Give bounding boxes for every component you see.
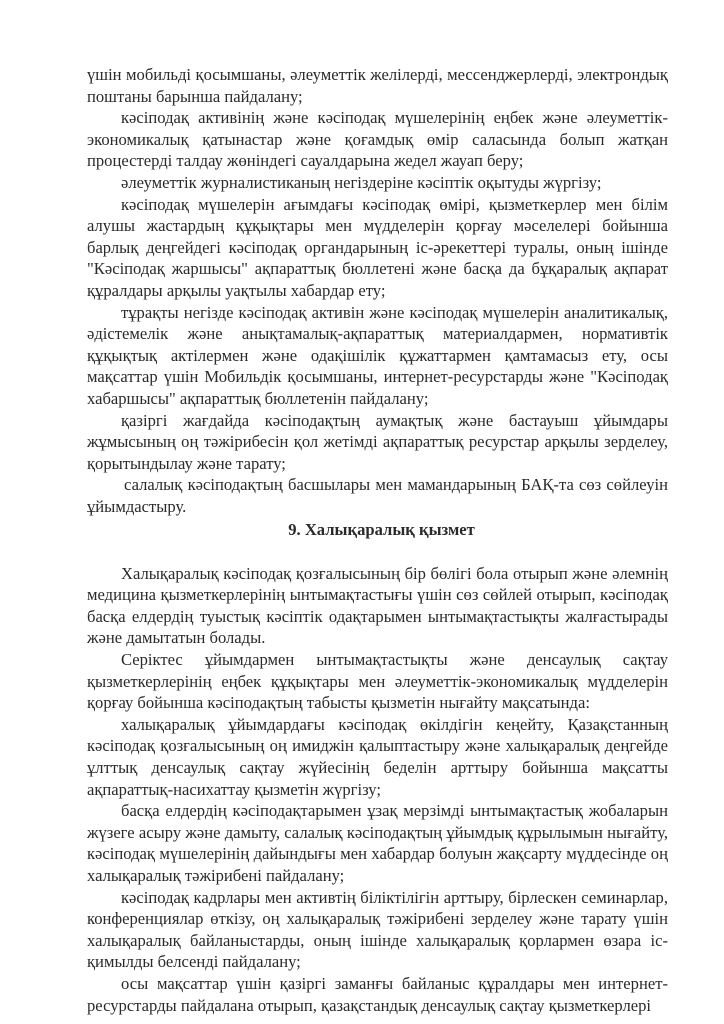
paragraph-continuation: үшін мобильді қосымшаны, әлеуметтік желілерді, мессенджерлерді, электрондық поштаны барынша пайдалану; xyxy=(87,65,668,106)
paragraph-item: Серіктес ұйымдармен ынтымақтастықты және денсаулық сақтау қызметкерлерінің еңбек құқықтары мен әлеуметтік-экономикалық мүдделерін қорғау бойынша кәсіподақтың табысты қызметін нығайту мақсатында: xyxy=(87,650,668,713)
paragraph-item: халықаралық ұйымдардағы кәсіподақ өкілдігін кеңейту, Қазақстанның кәсіподақ қозғалысының оң имиджін қалыптастыру және халықаралық деңгейде ұлттық денсаулық сақтау жүйесінің беделін арттыру бойынша мақсатты ақпараттық-насихаттау қызметін жүргізу; xyxy=(87,714,668,799)
paragraph-item: басқа елдердің кәсіподақтарымен ұзақ мерзімді ынтымақтастық жобаларын жүзеге асыру және дамыту, салалық кәсіподақтың ұйымдық құрылымын нығайту, кәсіподақ мүшелерінің дайындығы мен хабардар болуын жақсарту мүддесінде оң халықаралық тәжірибені пайдалану; xyxy=(87,801,668,885)
paragraph-item: кәсіподақ кадрлары мен активтің біліктілігін арттыру, бірлескен семинарлар, конференциялар өткізу, оң халықаралық тәжірибені зерделеу және тарату үшін халықаралық байланыстарды, оның ішінде халықаралық қорлармен өзара іс-қимылды белсенді пайдалану; xyxy=(87,887,668,972)
paragraph-item: Халықаралық кәсіподақ қозғалысының бір бөлігі бола отырып және әлемнің медицина қызметкерлерінің ынтымақтастығы үшін сөз сөйлей отырып, кәсіподақ басқа елдердің туыстық кәсіптік одақтарымен ынтымақтастықты жалғастырады және дамытатын болады. xyxy=(87,563,668,648)
paragraph-item: осы мақсаттар үшін қазіргі заманғы байланыс құралдары мен интернет-ресурстарды пайдалана отырып, қазақстандық денсаулық сақтау қызметкерлері xyxy=(87,973,668,1015)
paragraph-item: кәсіподақ активінің және кәсіподақ мүшелерінің еңбек және әлеуметтік-экономикалық қатынастар және қоғамдық өмір саласында болып жатқан процестерді талдау жөніндегі сауалдарына жедел жауап беру; xyxy=(87,108,668,171)
paragraph-item: қазіргі жағдайда кәсіподақтың аумақтық және бастауыш ұйымдары жұмысының оң тәжірибесін қол жетімді ақпараттық ресурстар арқылы зерделеу, қорытындылау және тарату; xyxy=(87,410,668,473)
document-page xyxy=(87,64,668,1016)
paragraph-item: әлеуметтік журналистиканың негіздеріне кәсіптік оқытуды жүргізу; xyxy=(121,172,602,192)
paragraph-item: тұрақты негізде кәсіподақ активін және кәсіподақ мүшелерін аналитикалық, әдістемелік және анықтамалық-ақпараттық материалдармен, нормативтік құқықтық актілермен және одақішілік құжаттармен қамтамасыз ету, осы мақсаттар үшін Мобильдік қосымшаны, интернет-ресурстарды және "Кәсіподақ хабаршысы" ақпараттық бюллетенін пайдалану; xyxy=(87,302,668,408)
paragraph-item: кәсіподақ мүшелерін ағымдағы кәсіподақ өмірі, қызметкерлер мен білім алушы жастардың құқықтары мен мүдделерін қорғау мәселелері бойынша барлық деңгейдегі кәсіподақ органдарының іс-әрекеттері туралы, оның ішінде "Кәсіподақ жаршысы" ақпараттық бюллетені және басқа да бұқаралық ақпарат құралдары арқылы уақтылы хабардар ету; xyxy=(87,194,668,300)
spacer xyxy=(87,541,668,563)
section-heading: 9. Халықаралық қызмет xyxy=(288,520,475,540)
paragraph-item: салалық кәсіподақтың басшылары мен мамандарының БАҚ-та сөз сөйлеуін ұйымдастыру. xyxy=(87,475,668,516)
